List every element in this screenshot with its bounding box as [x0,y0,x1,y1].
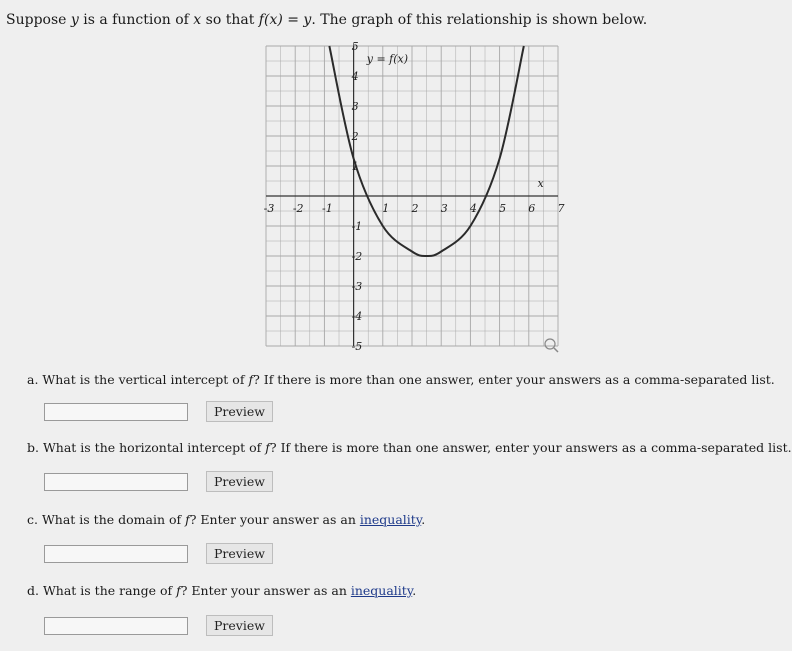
var-x: x [193,12,202,28]
x-tick-label: -3 [263,202,275,215]
preview-button-d[interactable]: Preview [206,615,273,636]
y-tick-label: -5 [351,340,363,353]
function-graph [258,40,568,352]
y-tick-label: -3 [351,280,363,293]
problem-intro: Suppose y is a function of x so that f(x) = y. The graph of this relationship is shown below. [6,12,648,28]
x-tick-label: -1 [322,202,333,215]
y-tick-label: -2 [351,250,363,263]
y-tick-label: -4 [351,310,363,323]
domain-input[interactable] [44,545,188,563]
x-tick-label: 5 [499,202,507,215]
y-tick-label: 2 [351,130,359,143]
question-c: c. What is the domain of f? Enter your answer as an inequality. [27,512,426,527]
x-tick-label: 2 [411,202,419,215]
question-d: d. What is the range of f? Enter your answer as an inequality. [27,583,417,598]
x-tick-label: 7 [557,202,565,215]
x-tick-label: -2 [292,202,304,215]
question-b: b. What is the horizontal intercept of f? If there is more than one answer, enter your answers as a comma-separated list. [27,440,792,455]
question-a: a. What is the vertical intercept of f? If there is more than one answer, enter your answers as a comma-separated list. [27,372,775,387]
y-tick-label: 5 [351,40,359,53]
var-y: y [70,12,79,28]
x-tick-label: 6 [528,202,536,215]
y-tick-label: 1 [351,160,359,173]
x-tick-label: 3 [440,202,448,215]
x-axis-label: x [537,177,544,190]
y-tick-label: -1 [351,220,363,233]
preview-button-b[interactable]: Preview [206,471,273,492]
inequality-link-d[interactable]: inequality [350,583,413,598]
x-tick-label: 4 [469,202,477,215]
y-tick-label: 3 [351,100,359,113]
vertical-intercept-input[interactable] [44,403,188,421]
preview-button-a[interactable]: Preview [206,401,273,422]
preview-button-c[interactable]: Preview [206,543,273,564]
horizontal-intercept-input[interactable] [44,473,188,491]
x-tick-label: 1 [382,202,390,215]
magnifier-icon[interactable] [545,339,558,352]
y-tick-label: 4 [351,70,359,83]
function-label: y = f(x) [366,52,409,66]
function-expression: f(x) = y [258,12,312,28]
range-input[interactable] [44,617,188,635]
inequality-link-c[interactable]: inequality [359,512,422,527]
